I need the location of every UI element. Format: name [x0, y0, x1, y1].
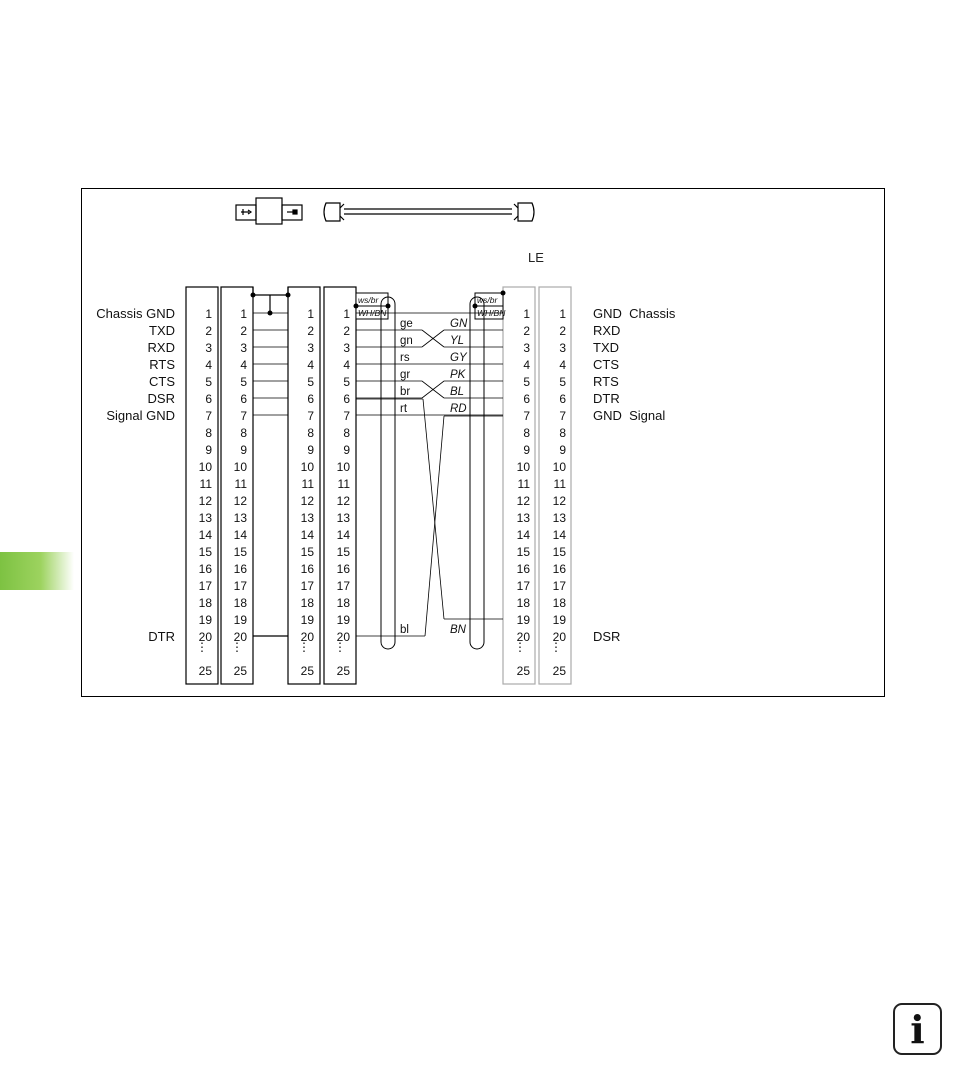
pin-number: 15 — [300, 545, 314, 559]
wire-color-label: BN — [450, 624, 466, 636]
shield-label-bottom-left: WH/BN — [358, 308, 387, 318]
shield-label-top-right: ws/br — [477, 295, 498, 305]
pin-number: 5 — [343, 375, 350, 389]
adapter-wiring — [253, 287, 288, 636]
pin-number: 17 — [300, 579, 314, 593]
pin-number: 11 — [337, 477, 350, 491]
pin-number: 13 — [552, 511, 566, 525]
pin-number: ⋮ — [550, 640, 562, 654]
pin-number: 3 — [343, 341, 350, 355]
pin-number: 20 — [233, 630, 247, 644]
pin-number: 19 — [300, 613, 314, 627]
shield-label-top-left: ws/br — [358, 295, 379, 305]
pin-number: 1 — [343, 307, 350, 321]
pin-number: 6 — [343, 392, 350, 406]
pin-number: 9 — [523, 443, 530, 457]
pin-number: 18 — [336, 596, 350, 610]
pin-number: 12 — [198, 494, 212, 508]
pin-number: 16 — [198, 562, 212, 576]
pin-number: 6 — [205, 392, 212, 406]
pin-number: 13 — [233, 511, 247, 525]
pin-number: 1 — [205, 307, 212, 321]
chapter-tab — [0, 552, 74, 590]
pin-number: 18 — [300, 596, 314, 610]
pin-number: 16 — [300, 562, 314, 576]
pin-number: 3 — [559, 341, 566, 355]
pin-number: 20 — [336, 630, 350, 644]
pin-number: 9 — [559, 443, 566, 457]
wire-color-label: BL — [450, 386, 465, 398]
pin-numbers — [514, 307, 530, 678]
pin-number: 10 — [336, 460, 350, 474]
left-signal-label: DTR — [148, 629, 175, 644]
pin-number: 14 — [552, 528, 566, 542]
pin-number: 13 — [336, 511, 350, 525]
pin-number: 19 — [336, 613, 350, 627]
pin-number: 2 — [559, 324, 566, 338]
pin-number: 15 — [336, 545, 350, 559]
pin-number: 20 — [516, 630, 530, 644]
pin-number: 17 — [198, 579, 212, 593]
right-signal-label: TXD — [593, 340, 619, 355]
pin-number: 11 — [199, 477, 212, 491]
pin-number: 20 — [198, 630, 212, 644]
left-signal-label: RTS — [149, 357, 175, 372]
wire-color-label: YL — [450, 335, 465, 347]
pin-number: 11 — [301, 477, 314, 491]
pin-number: 3 — [307, 341, 314, 355]
pin-numbers — [231, 307, 247, 678]
pin-number: 5 — [205, 375, 212, 389]
pin-number: 1 — [307, 307, 314, 321]
wire-color-label: rt — [400, 403, 408, 415]
pin-number: 1 — [559, 307, 566, 321]
wire-color-labels-de — [400, 318, 413, 636]
pin-number: 6 — [240, 392, 247, 406]
left-signal-label: Chassis GND — [96, 306, 175, 321]
pin-number: 25 — [300, 664, 314, 678]
pin-number: 14 — [516, 528, 530, 542]
pin-number: 8 — [343, 426, 350, 440]
pin-number: ⋮ — [334, 640, 346, 654]
pin-number: 14 — [336, 528, 350, 542]
pin-number: 25 — [233, 664, 247, 678]
pin-number: 7 — [523, 409, 530, 423]
pin-number: 4 — [307, 358, 314, 372]
pin-number: 4 — [343, 358, 350, 372]
pin-number: 17 — [552, 579, 566, 593]
left-signal-label: Signal GND — [106, 408, 175, 423]
cable-wires — [356, 313, 503, 636]
pin-number: ⋮ — [298, 640, 310, 654]
pin-number: 12 — [336, 494, 350, 508]
pin-number: 12 — [516, 494, 530, 508]
wire-color-label: rs — [400, 352, 410, 364]
pin-number: 2 — [307, 324, 314, 338]
wire-color-label: GN — [450, 318, 468, 330]
pin-number: 16 — [233, 562, 247, 576]
pin-number: 9 — [343, 443, 350, 457]
pin-number: 16 — [336, 562, 350, 576]
pin-number: 7 — [307, 409, 314, 423]
pin-number: 19 — [198, 613, 212, 627]
wire-color-label: bl — [400, 624, 409, 636]
pin-number: 18 — [552, 596, 566, 610]
left-signal-label: DSR — [147, 391, 175, 406]
pin-number: 12 — [552, 494, 566, 508]
pin-number: 10 — [233, 460, 247, 474]
pin-number: 7 — [559, 409, 566, 423]
pin-number: 15 — [233, 545, 247, 559]
pin-number: 20 — [300, 630, 314, 644]
pin-number: 10 — [300, 460, 314, 474]
pin-number: 2 — [205, 324, 212, 338]
right-signal-label: GND Signal — [593, 408, 666, 423]
pin-number: 15 — [516, 545, 530, 559]
pin-number: 7 — [240, 409, 247, 423]
pin-numbers — [334, 307, 350, 678]
pin-number: 8 — [559, 426, 566, 440]
pin-number: ⋮ — [231, 640, 243, 654]
pin-numbers — [298, 307, 314, 678]
right-signal-labels — [593, 306, 676, 644]
info-icon: i — [910, 1007, 925, 1052]
pin-number: 10 — [516, 460, 530, 474]
pin-number: 6 — [523, 392, 530, 406]
pin-number: 4 — [240, 358, 247, 372]
pin-number: 7 — [343, 409, 350, 423]
pin-number: 5 — [240, 375, 247, 389]
pin-number: 17 — [516, 579, 530, 593]
right-signal-label: DTR — [593, 391, 620, 406]
wire-color-label: br — [400, 386, 411, 398]
pin-number: 3 — [523, 341, 530, 355]
wiring-diagram-svg — [82, 189, 884, 696]
pin-number: 1 — [240, 307, 247, 321]
pin-number: 3 — [205, 341, 212, 355]
pin-numbers — [196, 307, 212, 678]
pin-number: 13 — [516, 511, 530, 525]
right-signal-label: GND Chassis — [593, 306, 676, 321]
right-signal-label: CTS — [593, 357, 619, 372]
pin-number: 18 — [198, 596, 212, 610]
pin-number: 25 — [516, 664, 530, 678]
pin-number: 4 — [523, 358, 530, 372]
pin-number: 9 — [240, 443, 247, 457]
right-signal-label: DSR — [593, 629, 621, 644]
wire-color-labels-en — [450, 318, 468, 636]
left-signal-labels — [96, 306, 175, 644]
pin-number: 5 — [559, 375, 566, 389]
pin-number: 9 — [205, 443, 212, 457]
pin-number: 8 — [205, 426, 212, 440]
pin-number: 5 — [523, 375, 530, 389]
pin-number: 12 — [300, 494, 314, 508]
pin-number: 17 — [233, 579, 247, 593]
shield-right-dot — [501, 291, 506, 296]
pin-number: 13 — [300, 511, 314, 525]
pin-number: 4 — [559, 358, 566, 372]
pin-number: 16 — [552, 562, 566, 576]
pin-numbers — [550, 307, 566, 678]
wire-color-label: GY — [450, 352, 467, 364]
pin-number: 8 — [307, 426, 314, 440]
left-signal-label: RXD — [147, 340, 175, 355]
pin-number: 25 — [552, 664, 566, 678]
pin-number: 5 — [307, 375, 314, 389]
pin-number: 14 — [198, 528, 212, 542]
pin-number: 9 — [307, 443, 314, 457]
wire-color-label: PK — [450, 369, 466, 381]
pin-number: 14 — [233, 528, 247, 542]
wire-color-label: ge — [400, 318, 413, 330]
pin-number: 19 — [552, 613, 566, 627]
pin-number: 7 — [205, 409, 212, 423]
wiring-diagram — [81, 188, 885, 697]
pin-number: 8 — [523, 426, 530, 440]
left-signal-label: CTS — [149, 374, 175, 389]
pin-number: 11 — [517, 477, 530, 491]
pin-number: 1 — [523, 307, 530, 321]
pin-number: 17 — [336, 579, 350, 593]
wire-color-label: gn — [400, 335, 413, 347]
pin-number: ⋮ — [196, 640, 208, 654]
pin-number: 19 — [516, 613, 530, 627]
right-signal-label: RXD — [593, 323, 621, 338]
pin-number: 25 — [336, 664, 350, 678]
pin-number: 12 — [233, 494, 247, 508]
pin-number: 10 — [552, 460, 566, 474]
pin-number: 11 — [553, 477, 566, 491]
pin-number: 20 — [552, 630, 566, 644]
pin-number: 10 — [198, 460, 212, 474]
pin-number: 8 — [240, 426, 247, 440]
pin-number: 2 — [343, 324, 350, 338]
shield-label-bottom-right: WH/BN — [477, 308, 506, 318]
pin-number: 19 — [233, 613, 247, 627]
pin-number: 18 — [516, 596, 530, 610]
cable-icon — [324, 203, 534, 221]
pin-number: ⋮ — [514, 640, 526, 654]
pin-number: 6 — [559, 392, 566, 406]
pin-number: 6 — [307, 392, 314, 406]
pin-number: 14 — [300, 528, 314, 542]
info-badge — [893, 1003, 942, 1055]
pin-number: 18 — [233, 596, 247, 610]
cable-sheath-right — [470, 297, 484, 649]
cable-sheath-left — [381, 297, 395, 649]
pin-number: 13 — [198, 511, 212, 525]
pin-number: 16 — [516, 562, 530, 576]
pin-number: 11 — [234, 477, 247, 491]
wire-color-label: gr — [400, 369, 411, 381]
pin-number: 3 — [240, 341, 247, 355]
pin-number: 4 — [205, 358, 212, 372]
pin-number: 2 — [523, 324, 530, 338]
le-label: LE — [528, 250, 544, 265]
right-signal-label: RTS — [593, 374, 619, 389]
adapter-icon — [236, 198, 302, 224]
pin-number: 2 — [240, 324, 247, 338]
left-signal-label: TXD — [149, 323, 175, 338]
pin-number: 15 — [552, 545, 566, 559]
pin-number: 15 — [198, 545, 212, 559]
pin-number: 25 — [198, 664, 212, 678]
wire-color-label: RD — [450, 403, 467, 415]
